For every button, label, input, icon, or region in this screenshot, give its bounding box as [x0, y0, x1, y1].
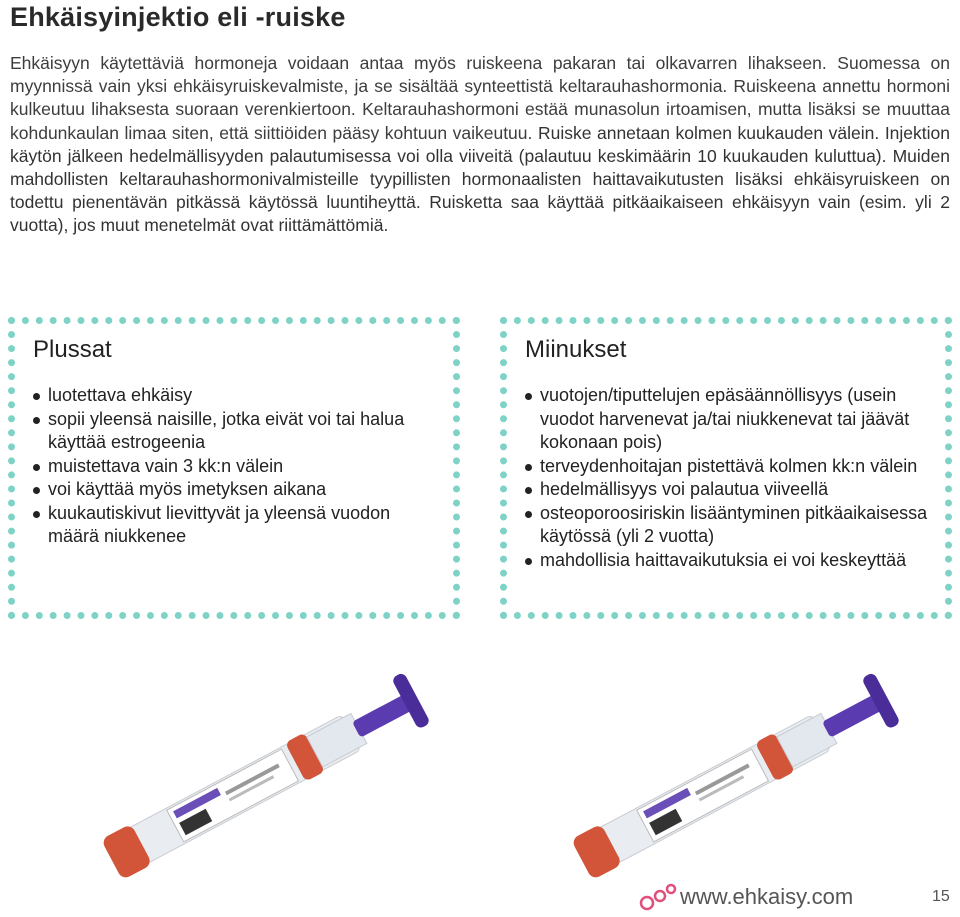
- page-title: Ehkäisyinjektio eli -ruiske: [10, 2, 346, 32]
- pros-item: voi käyttää myös imetyksen aikana: [33, 478, 439, 502]
- cons-list: [525, 384, 931, 572]
- pros-item: luotettava ehkäisy: [33, 384, 439, 408]
- cons-item: osteoporoosiriskin lisääntyminen pitkäaikaisessa käytössä (yli 2 vuotta): [525, 502, 931, 549]
- circles-logo-icon: [638, 880, 678, 912]
- cons-item: vuotojen/tiputtelujen epäsäännöllisyys (usein vuodot harvenevat ja/tai niukkenevat tai jäävät kokonaan pois): [525, 384, 931, 455]
- pros-item: muistettava vain 3 kk:n välein: [33, 455, 439, 479]
- intro-text: [10, 52, 950, 238]
- intro-paragraph-1: Ehkäisyyn käytettäviä hormoneja voidaan antaa myös ruiskeena pakaran tai olkavarren lihakseen. Suomessa on myynnissä vain yksi ehkäisyruiskevalmiste, ja se sisältää synteettistä keltarauhashormonia. Ruiskeena annettu hormoni kulkeutuu lihaksesta suoraan verenkiertoon. Keltarauhashormoni estää munasolun irtoamisen, mutta lisäksi se muuttaa kohdunkaulan limaa siten, että siittiöiden pääsy kohtuun vaikeutuu.: [10, 53, 950, 143]
- pros-heading: Plussat: [33, 336, 112, 363]
- pros-list: [33, 384, 439, 549]
- intro-paragraph-2: Ruiske annetaan kolmen kuukauden välein. Injektion käytön jälkeen hedelmällisyyden palautumisessa voi olla viiveitä (palautuu keskimäärin 10 kuukauden kuluttua). Muiden mahdollisten keltarauhashormonivalmisteille tyypillisten hormonaalisten haittavaikutusten lisäksi ehkäisyruiskeen on todettu pienentävän pitkässä käytössä luuntiheyttä. Ruisketta saa käyttää pitkäaikaiseen ehkäisyyn vain (esim. yli 2 vuotta), jos muut menetelmät ovat riittämättömiä.: [10, 122, 950, 236]
- syringe-image-left: [70, 650, 470, 890]
- pros-item: sopii yleensä naisille, jotka eivät voi tai halua käyttää estrogeenia: [33, 408, 439, 455]
- cons-item: mahdollisia haittavaikutuksia ei voi keskeyttää: [525, 549, 931, 573]
- cons-heading: Miinukset: [525, 336, 627, 363]
- cons-item: terveydenhoitajan pistettävä kolmen kk:n välein: [525, 455, 931, 479]
- pros-box: [8, 317, 460, 619]
- page-number: 15: [932, 888, 950, 905]
- cons-item: hedelmällisyys voi palautua viiveellä: [525, 478, 931, 502]
- website-url[interactable]: www.ehkaisy.com: [680, 884, 854, 909]
- cons-box: [500, 317, 952, 619]
- syringe-image-right: [540, 650, 940, 890]
- pros-item: kuukautiskivut lievittyvät ja yleensä vuodon määrä niukkenee: [33, 502, 439, 549]
